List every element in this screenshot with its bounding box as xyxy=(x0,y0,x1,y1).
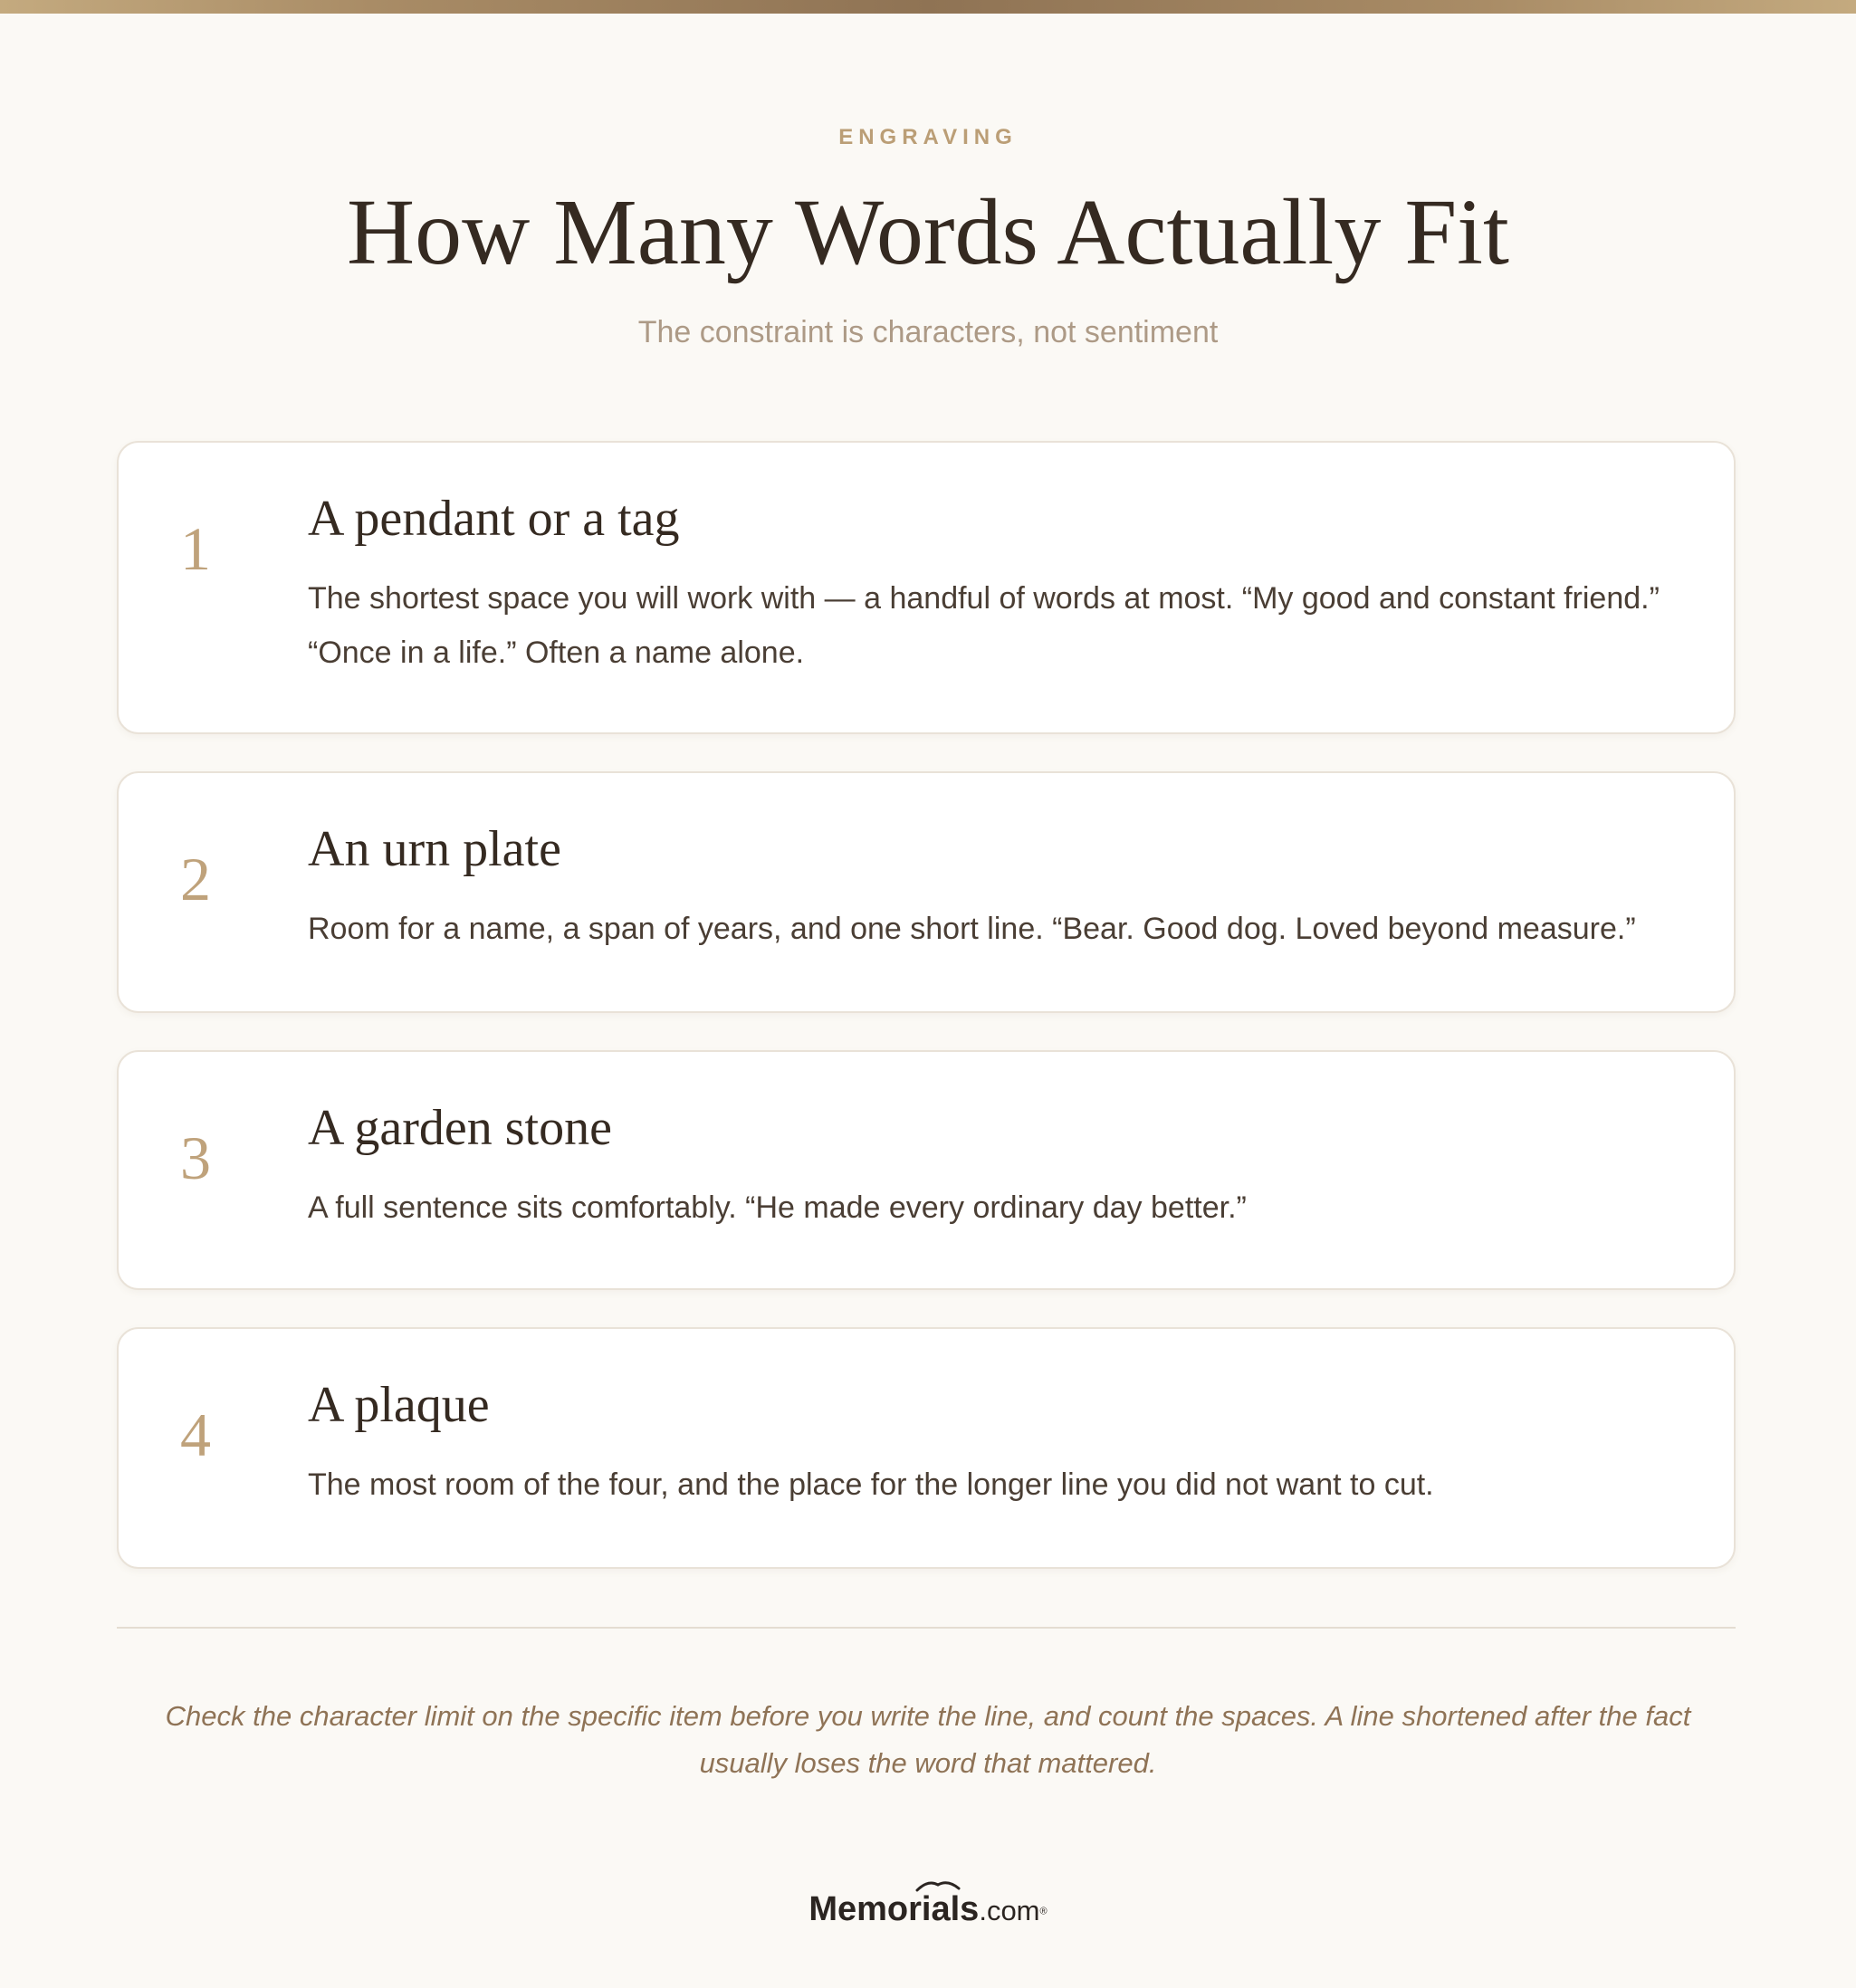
eyebrow-label: ENGRAVING xyxy=(838,125,1018,149)
card-urn-plate xyxy=(117,771,1736,1013)
page-subtitle: The constraint is characters, not sentiment xyxy=(637,315,1219,349)
card-number: 1 xyxy=(180,514,211,583)
logo-main-text: Memorials xyxy=(808,1890,980,1928)
logo-suffix-text: .com xyxy=(979,1895,1040,1926)
card-plaque xyxy=(117,1327,1736,1569)
footnote-tip: Check the character limit on the specific item before you write the line, and count the spaces. A line shortened after the fact usually loses the word that mattered. xyxy=(165,1700,1691,1779)
card-description: Room for a name, a span of years, and one short line. “Bear. Good dog. Loved beyond measure.” xyxy=(308,912,1636,946)
card-title: An urn plate xyxy=(308,821,561,877)
bird-swoosh-icon xyxy=(915,1878,961,1892)
section-divider xyxy=(117,1627,1736,1629)
card-title: A garden stone xyxy=(308,1100,612,1156)
card-number: 3 xyxy=(180,1123,211,1192)
card-description: The shortest space you will work with — a handful of words at most. “My good and constant friend.” “Once in a life.” Often a name alone. xyxy=(308,581,1660,670)
top-accent-bar xyxy=(0,0,1856,14)
card-pendant-or-tag xyxy=(117,441,1736,734)
card-number: 2 xyxy=(180,845,211,913)
brand-logo xyxy=(0,1890,1856,1929)
card-description: The most room of the four, and the place for the longer line you did not want to cut. xyxy=(308,1467,1434,1502)
card-garden-stone xyxy=(117,1050,1736,1290)
card-title: A pendant or a tag xyxy=(308,491,680,547)
page-title: How Many Words Actually Fit xyxy=(347,180,1509,284)
card-title: A plaque xyxy=(308,1377,490,1433)
logo-registered-mark: ® xyxy=(1039,1906,1048,1917)
card-number: 4 xyxy=(180,1400,211,1469)
card-description: A full sentence sits comfortably. “He made every ordinary day better.” xyxy=(308,1190,1247,1225)
logo-wordmark xyxy=(808,1890,1047,1929)
